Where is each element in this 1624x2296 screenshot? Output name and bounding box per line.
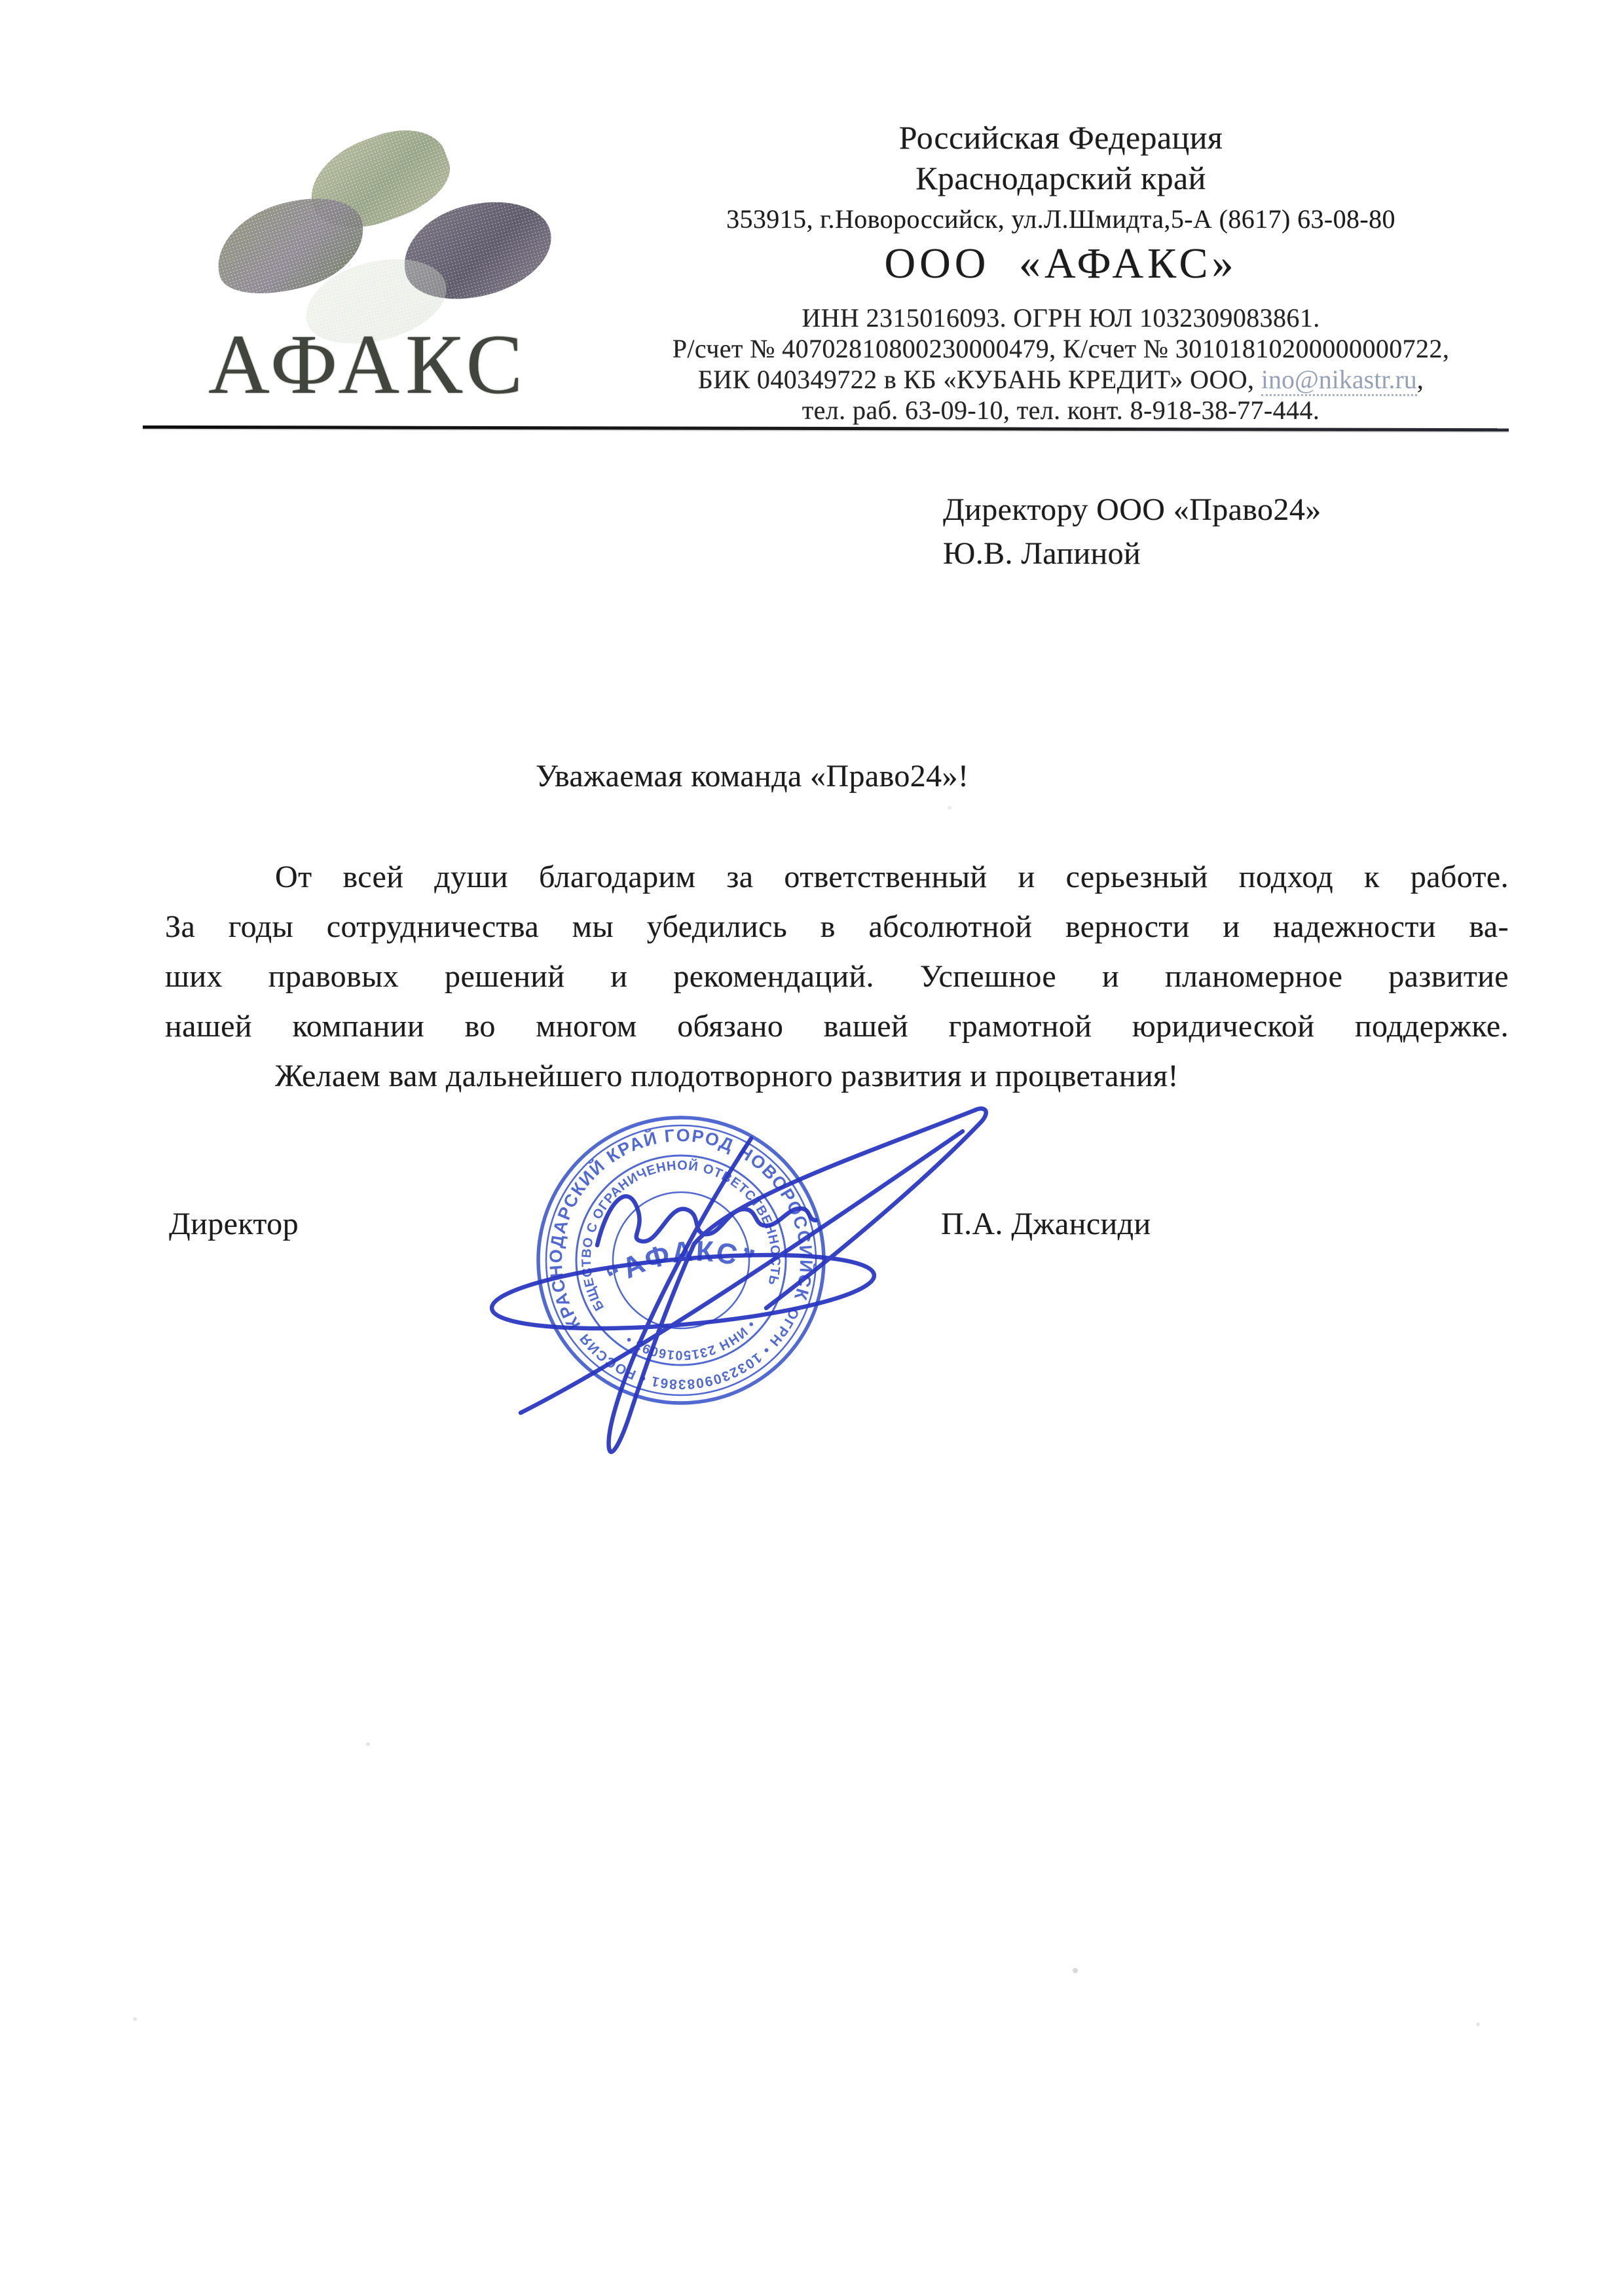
letterhead-country: Российская Федерация (898, 119, 1223, 156)
letterhead-company-name: ООО «АФАКС» (884, 240, 1238, 287)
scan-speckles (0, 0, 3, 3)
signoff-role: Директор (169, 1207, 299, 1241)
stamp-outer-top-text: КРАСНОДАРСКИЙ КРАЙ ГОРОД НОВОРОССИЙСК (545, 1125, 817, 1334)
stamp-center-text: “АФАКС” (600, 1235, 760, 1294)
requisites-accounts: Р/счет № 40702810800230000479, К/счет № 30101810200000000722, (672, 334, 1450, 363)
body-line: От всей души благодарим за ответственный и серьезный подход к работе. (275, 860, 1509, 894)
logo-wordmark: АФАКС (208, 318, 529, 412)
body-line: За годы сотрудничества мы убедились в абсолютной верности и надежности ва- (165, 909, 1509, 944)
body-line: нашей компании во многом обязано вашей грамотной юридической поддержке. (165, 1009, 1509, 1044)
email-link[interactable]: ino@nikastr.ru (1261, 365, 1417, 396)
letterhead-region: Краснодарский край (915, 160, 1206, 196)
requisites-phones: тел. раб. 63-09-10, тел. конт. 8-918-38-77-444. (802, 395, 1320, 425)
letterhead-divider (143, 426, 1509, 431)
stamp-and-signature (458, 1048, 1048, 1506)
recipient-title: Директору ООО «Право24» (943, 492, 1321, 527)
recipient-name: Ю.В. Лапиной (943, 536, 1141, 571)
recipient-block (943, 488, 1321, 575)
bank-line-text: БИК 040349722 в КБ «КУБАНЬ КРЕДИТ» ООО, (697, 365, 1261, 394)
body-line: ших правовых решений и рекомендаций. Успешное и планомерное развитие (165, 959, 1509, 994)
requisites-inn-ogrn: ИНН 2315016093. ОГРН ЮЛ 1032309083861. (802, 303, 1320, 333)
stamp-inner-bottom-text: • ИНН 2315016093 • (623, 1317, 758, 1362)
letterhead (616, 118, 1506, 426)
letterhead-requisites (616, 302, 1506, 426)
stamp-svg (458, 1048, 1048, 1506)
letterhead-address: 353915, г.Новороссийск, ул.Л.Шмидта,5-А (8617) 63-08-80 (726, 204, 1395, 234)
requisites-bank-line (616, 364, 1506, 395)
bank-line-comma: , (1416, 365, 1424, 394)
salutation: Уважаемая команда «Право24»! (536, 759, 969, 793)
signoff-name: П.А. Джансиди (941, 1207, 1151, 1241)
stamp-inner-top-text: ОБЩЕСТВО С ОГРАНИЧЕННОЙ ОТВЕТСТВЕННОСТЬЮ (579, 1158, 783, 1313)
body-line: Желаем вам дальнейшего плодотворного развития и процветания! (275, 1059, 1179, 1093)
stamp-outer-bottom-text: ОГРН • 1032309083861 • РОССИЯ (576, 1305, 802, 1392)
company-logo-icon (211, 119, 551, 348)
